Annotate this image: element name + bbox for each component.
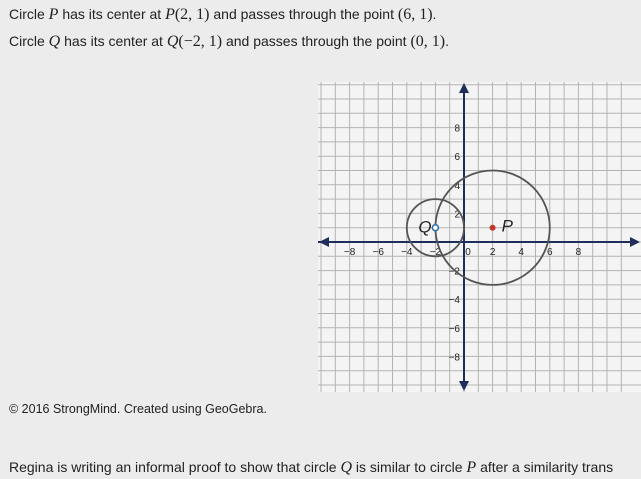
y-tick-label: 8 [454, 123, 460, 135]
text: Regina is writing an informal proof to show that circle [9, 459, 341, 475]
text: Circle [9, 33, 49, 49]
circle-name: Q [48, 33, 61, 50]
credit-text: © 2016 StrongMind. Created using GeoGebra. [9, 402, 267, 416]
point-coords: (6, 1) [397, 6, 433, 23]
text: Circle [9, 6, 49, 22]
y-tick-label: −8 [448, 352, 460, 364]
text: has its center at [58, 6, 166, 22]
x-tick-label: −6 [372, 247, 384, 258]
text: . [432, 6, 437, 22]
y-tick-label: 2 [454, 209, 460, 221]
point-coords: (0, 1) [410, 33, 446, 50]
text: is similar to circle [352, 459, 467, 475]
text: and passes through the point [209, 6, 398, 22]
text: . [445, 33, 449, 49]
x-tick-label: 0 [465, 247, 471, 258]
y-tick-label: −4 [448, 295, 460, 307]
y-tick-label: 6 [454, 152, 460, 164]
proof-statement [9, 459, 613, 477]
x-tick-label: −2 [429, 247, 442, 258]
center-coords: (−2, 1) [178, 33, 223, 50]
x-tick-label: 4 [518, 247, 524, 258]
y-tick-label: 4 [454, 180, 460, 192]
center-coords: (2, 1) [174, 6, 210, 23]
center-name: P [165, 6, 175, 23]
circle-q-label: Q [418, 217, 432, 237]
y-tick-label: −6 [448, 323, 460, 335]
text: has its center at [60, 33, 167, 49]
y-tick-label: −2 [448, 266, 460, 278]
circle-p-label: P [501, 216, 513, 236]
coordinate-graph [318, 82, 641, 392]
circle-p-name: P [466, 459, 477, 476]
circle-q-center-point [432, 225, 438, 231]
x-tick-label: 2 [489, 247, 496, 258]
circle-p-center-point [490, 225, 496, 231]
x-tick-label: −4 [401, 247, 413, 258]
problem-line-circle-p [9, 6, 436, 24]
problem-line-circle-q [9, 33, 449, 51]
text: and passes through the point [222, 33, 411, 49]
x-tick-label: 6 [547, 247, 553, 258]
circle-q-name: Q [340, 459, 353, 476]
x-tick-label: 8 [575, 247, 582, 258]
center-name: Q [166, 33, 179, 50]
circle-name: P [48, 6, 59, 23]
text: after a similarity trans [476, 459, 614, 475]
x-tick-label: −8 [343, 247, 356, 258]
